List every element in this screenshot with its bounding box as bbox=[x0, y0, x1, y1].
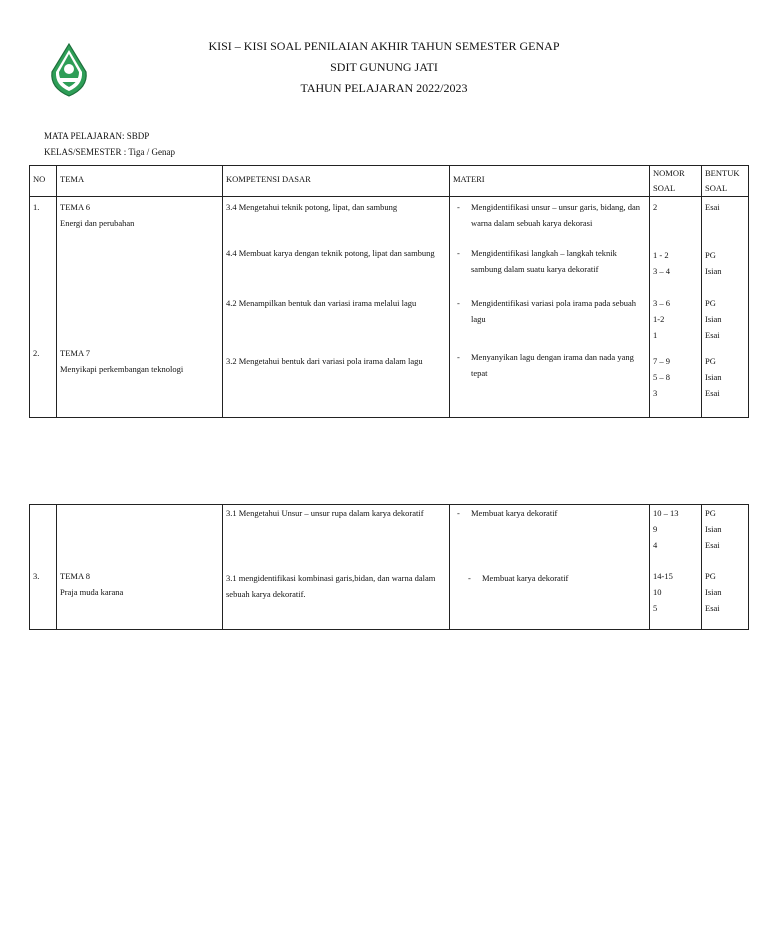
header-tema: TEMA bbox=[57, 166, 223, 197]
header-materi: MATERI bbox=[450, 166, 650, 197]
bentuk-soal: PG bbox=[705, 250, 716, 260]
bentuk-soal: Isian bbox=[705, 587, 722, 597]
bentuk-soal: PG bbox=[705, 356, 716, 366]
bentuk-soal: Isian bbox=[705, 524, 722, 534]
school-name: SDIT GUNUNG JATI bbox=[330, 60, 438, 74]
row-number: 3. bbox=[33, 571, 40, 581]
tema-subtitle: Energi dan perubahan bbox=[60, 218, 135, 228]
row-number: 2. bbox=[33, 348, 40, 358]
nomor-soal: 3 bbox=[653, 388, 658, 398]
tema-title: TEMA 8 bbox=[60, 571, 90, 581]
document-title: KISI – KISI SOAL PENILAIAN AKHIR TAHUN SEMESTER GENAP bbox=[208, 39, 560, 53]
nomor-soal: 5 – 8 bbox=[653, 372, 670, 382]
academic-year: TAHUN PELAJARAN 2022/2023 bbox=[300, 81, 468, 95]
bentuk-soal: Esai bbox=[705, 388, 720, 398]
nomor-soal: 1-2 bbox=[653, 314, 665, 324]
bentuk-soal: Isian bbox=[705, 372, 722, 382]
kisi-table-1 bbox=[29, 165, 749, 418]
table-header-row bbox=[30, 166, 749, 197]
tema-subtitle: Praja muda karana bbox=[60, 587, 124, 597]
materi-item: Menyanyikan lagu dengan irama dan nada yang tepat bbox=[471, 352, 634, 378]
kisi-table-2 bbox=[29, 504, 749, 630]
tema-title: TEMA 7 bbox=[60, 348, 90, 358]
bentuk-soal: Isian bbox=[705, 266, 722, 276]
nomor-soal: 1 - 2 bbox=[653, 250, 669, 260]
kd-item: 3.1 Mengetahui Unsur – unsur rupa dalam karya dekoratif bbox=[226, 508, 424, 518]
materi-item: Membuat karya dekoratif bbox=[482, 573, 569, 583]
bentuk-soal: Esai bbox=[705, 330, 720, 340]
kd-item: 3.1 mengidentifikasi kombinasi garis,bidan, dan warna dalam sebuah karya dekoratif. bbox=[226, 573, 436, 599]
materi-item: Membuat karya dekoratif bbox=[471, 508, 558, 518]
nomor-soal: 7 – 9 bbox=[653, 356, 670, 366]
bentuk-soal: PG bbox=[705, 571, 716, 581]
header-bentuk-soal: BENTUK SOAL bbox=[702, 166, 749, 197]
table-row: 3. TEMA 8 Praja muda karana 3.1 Mengetahui Unsur – unsur rupa dalam karya dekoratif 3.1 mengidentifikasi kombinasi garis,bidan, dan warna dalam sebuah karya dekoratif. - Membuat karya dekoratif - Membuat karya dekoratif 10 – 13 9 4 14-15 10 5 PG Isian Esai PG Isian Esai bbox=[30, 505, 749, 630]
nomor-soal: 4 bbox=[653, 540, 658, 550]
materi-item: Mengidentifikasi variasi pola irama pada sebuah lagu bbox=[471, 298, 636, 324]
nomor-soal: 3 – 6 bbox=[653, 298, 670, 308]
table-row: 1. 2. TEMA 6 Energi dan perubahan TEMA 7 Menyikapi perkembangan teknologi 3.4 Mengetahui teknik potong, lipat, dan sambung 4.4 Membuat karya dengan teknik potong, lipat dan sambung 4.2 Menampilkan bentuk dan variasi irama melalui lagu 3.2 Mengetahui bentuk dari variasi pola irama dalam lagu - Mengidentifikasi unsur – unsur garis, bidang, dan warna dalam sebuah karya dekorasi - Mengidentifikasi langkah – langkah teknik sambung dalam suatu karya dekoratif - Mengidentifikasi variasi pola irama pada sebuah lagu - Menyanyikan lagu dengan irama dan nada yang tepat 2 1 - 2 3 – 4 3 – 6 1-2 1 7 – 9 5 – 8 3 Esai PG Isian PG Isian Esai PG Isian Esai bbox=[30, 197, 749, 418]
nomor-soal: 10 bbox=[653, 587, 662, 597]
nomor-soal: 3 – 4 bbox=[653, 266, 670, 276]
subject-label: MATA PELAJARAN: SBDP bbox=[44, 131, 150, 141]
nomor-soal: 14-15 bbox=[653, 571, 673, 581]
bentuk-soal: PG bbox=[705, 508, 716, 518]
header-kd: KOMPETENSI DASAR bbox=[223, 166, 450, 197]
nomor-soal: 1 bbox=[653, 330, 658, 340]
header-nomor-soal: NOMOR SOAL bbox=[650, 166, 702, 197]
nomor-soal: 9 bbox=[653, 524, 658, 534]
nomor-soal: 2 bbox=[653, 202, 658, 212]
row-number: 1. bbox=[33, 202, 40, 212]
kd-item: 3.2 Mengetahui bentuk dari variasi pola irama dalam lagu bbox=[226, 356, 423, 366]
materi-item: Mengidentifikasi unsur – unsur garis, bidang, dan warna dalam sebuah karya dekorasi bbox=[471, 202, 641, 228]
kd-item: 4.2 Menampilkan bentuk dan variasi irama melalui lagu bbox=[226, 298, 417, 308]
bentuk-soal: Esai bbox=[705, 202, 720, 212]
header-no: NO bbox=[30, 166, 57, 197]
bentuk-soal: Isian bbox=[705, 314, 722, 324]
materi-item: Mengidentifikasi langkah – langkah teknik sambung dalam suatu karya dekoratif bbox=[471, 248, 617, 274]
bentuk-soal: Esai bbox=[705, 603, 720, 613]
kd-item: 4.4 Membuat karya dengan teknik potong, lipat dan sambung bbox=[226, 248, 435, 258]
bentuk-soal: PG bbox=[705, 298, 716, 308]
kd-item: 3.4 Mengetahui teknik potong, lipat, dan sambung bbox=[226, 202, 398, 212]
tema-subtitle: Menyikapi perkembangan teknologi bbox=[60, 364, 184, 374]
tema-title: TEMA 6 bbox=[60, 202, 90, 212]
bentuk-soal: Esai bbox=[705, 540, 720, 550]
nomor-soal: 5 bbox=[653, 603, 658, 613]
nomor-soal: 10 – 13 bbox=[653, 508, 679, 518]
class-semester-label: KELAS/SEMESTER : Tiga / Genap bbox=[44, 147, 176, 157]
